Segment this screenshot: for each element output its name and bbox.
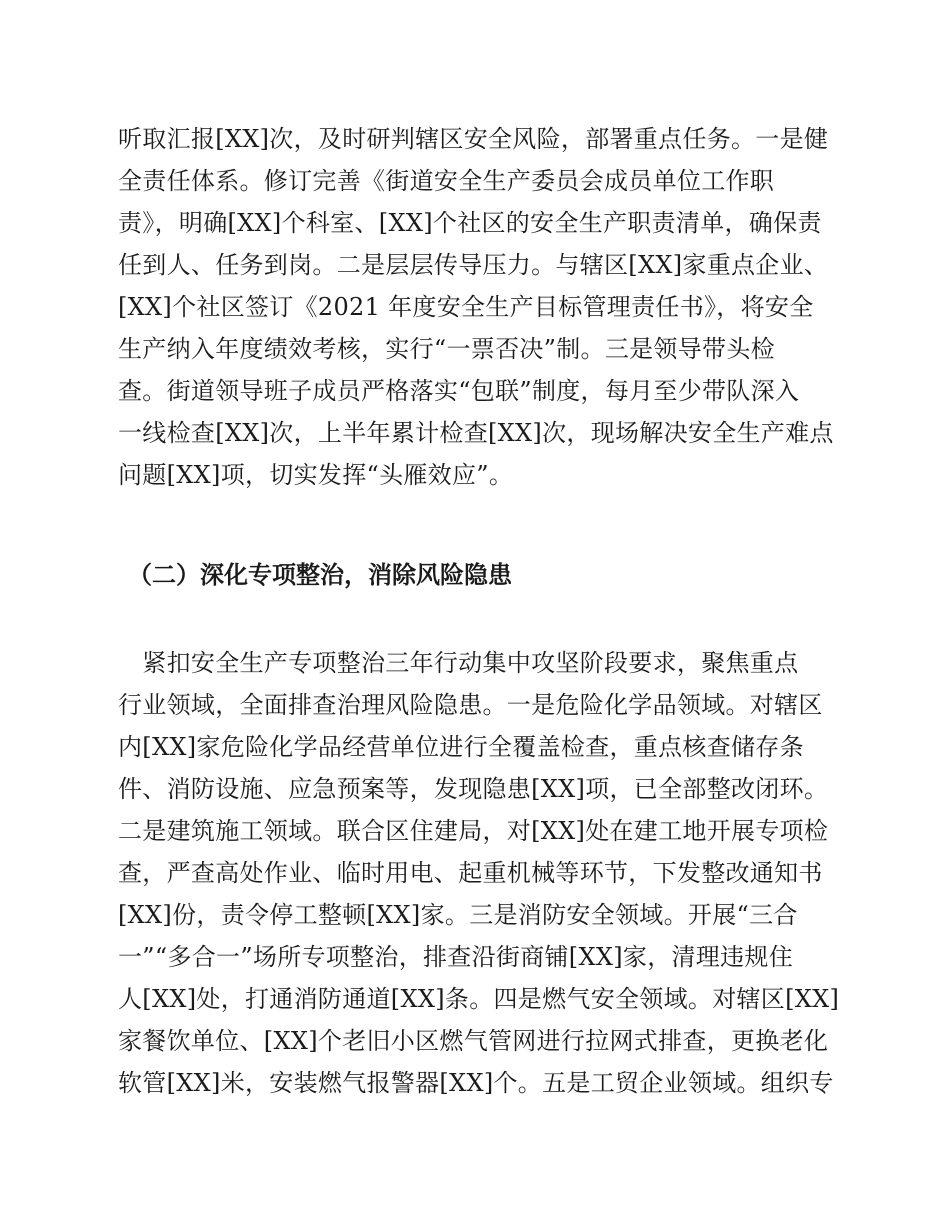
- text-line: 任到人、任务到岗。二是层层传导压力。与辖区[XX]家重点企业、: [118, 251, 829, 279]
- section-heading: （二）深化专项整治，消除风险隐患: [128, 561, 512, 589]
- text-line: 内[XX]家危险化学品经营单位进行全覆盖检查，重点核查储存条: [118, 733, 804, 761]
- text-line: 听取汇报[XX]次，及时研判辖区安全风险，部署重点任务。一是健: [118, 125, 829, 153]
- text-line: [XX]个社区签订《2021 年度安全生产目标管理责任书》，将安全: [118, 293, 814, 321]
- text-line: 查，严查高处作业、临时用电、起重机械等环节，下发整改通知书: [118, 859, 823, 887]
- text-line: 人[XX]处，打通消防通道[XX]条。四是燃气安全领域。对辖区[XX]: [118, 985, 840, 1013]
- text-line: 紧扣安全生产专项整治三年行动集中攻坚阶段要求，聚焦重点: [118, 649, 799, 677]
- text-line: 行业领域，全面排查治理风险隐患。一是危险化学品领域。对辖区: [118, 691, 823, 719]
- text-line: 一”“多合一”场所专项整治，排查沿街商铺[XX]家，清理违规住: [118, 943, 794, 971]
- text-line: 件、消防设施、应急预案等，发现隐患[XX]项，已全部整改闭环。: [118, 775, 829, 803]
- text-line: 全责任体系。修订完善《街道安全生产委员会成员单位工作职: [118, 167, 775, 195]
- text-line: 生产纳入年度绩效考核，实行“一票否决”制。三是领导带头检: [118, 335, 775, 363]
- text-line: 责》，明确[XX]个科室、[XX]个社区的安全生产职责清单，确保责: [118, 209, 822, 237]
- text-line: 家餐饮单位、[XX]个老旧小区燃气管网进行拉网式排查，更换老化: [118, 1027, 829, 1055]
- text-line: 二是建筑施工领域。联合区住建局，对[XX]处在建工地开展专项检: [118, 817, 829, 845]
- text-line: 问题[XX]项，切实发挥“头雁效应”。: [118, 461, 514, 489]
- text-line: 一线检查[XX]次，上半年累计检查[XX]次，现场解决安全生产难点: [118, 419, 834, 447]
- text-line: 软管[XX]米，安装燃气报警器[XX]个。五是工贸企业领域。组织专: [118, 1069, 834, 1097]
- text-line: [XX]份，责令停工整顿[XX]家。三是消防安全领域。开展“三合: [118, 901, 798, 929]
- text-line: 查。街道领导班子成员严格落实“包联”制度，每月至少带队深入: [118, 377, 800, 405]
